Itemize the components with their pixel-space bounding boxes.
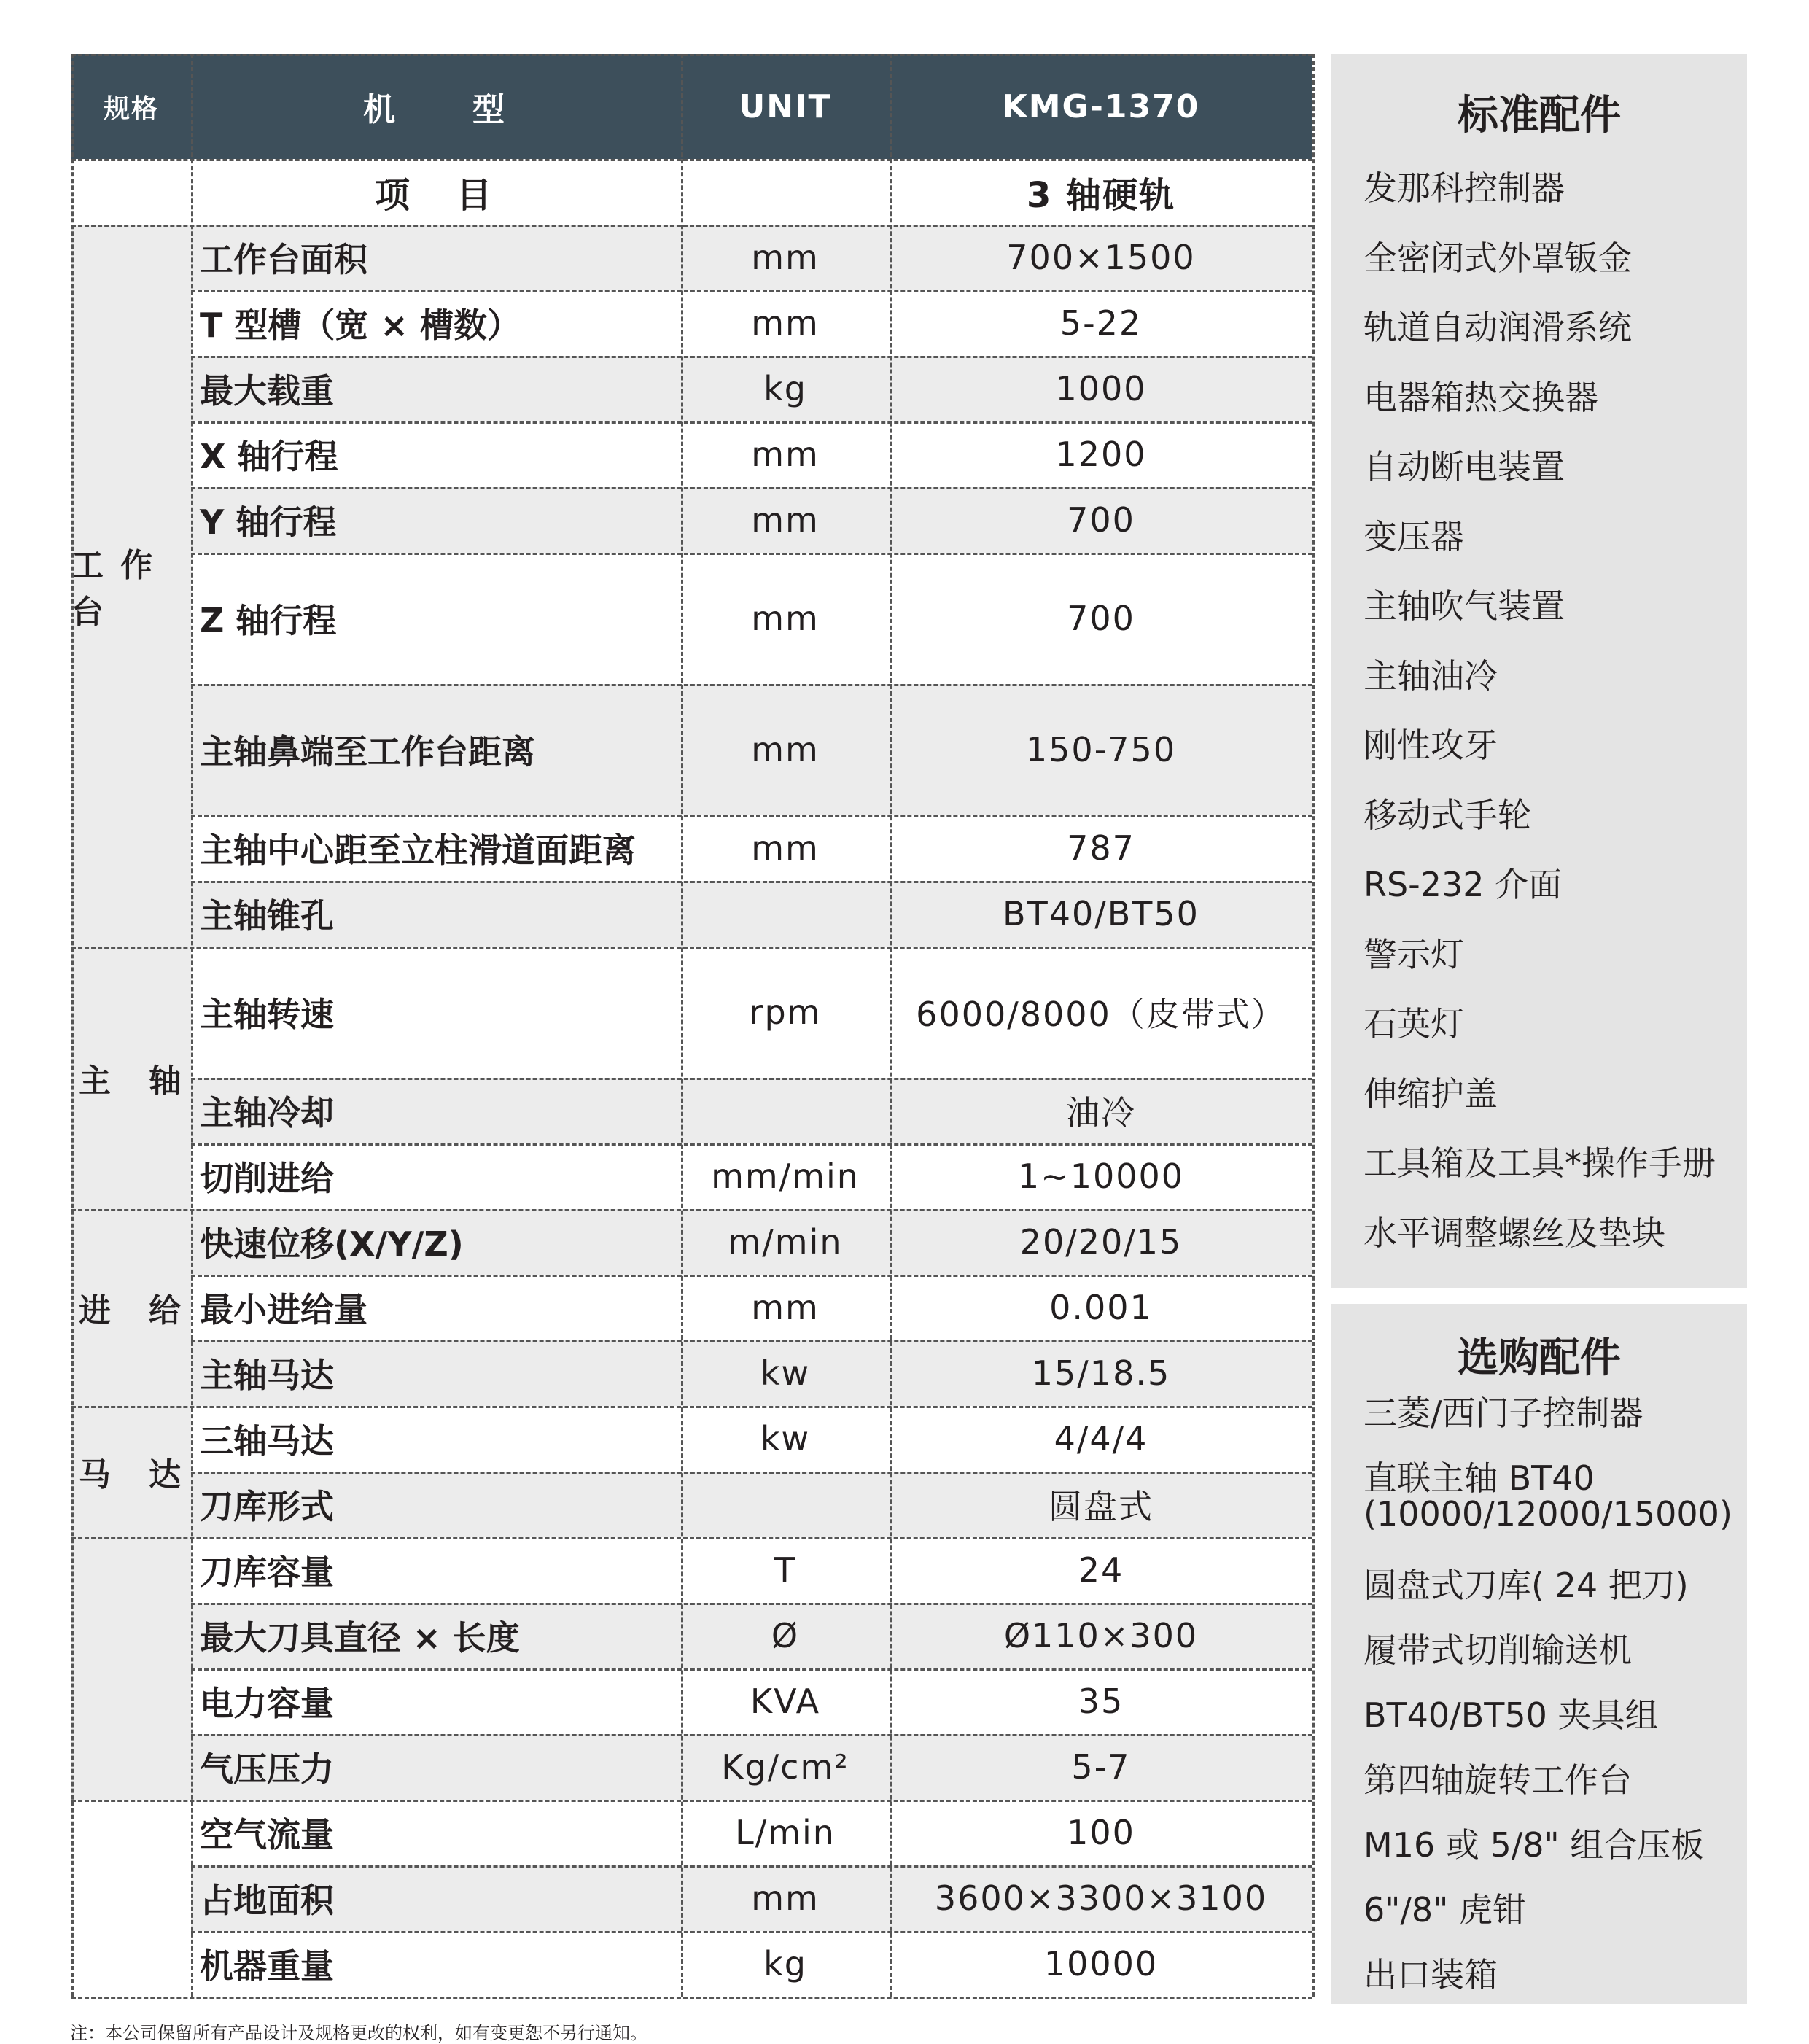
table-divider	[71, 159, 1312, 161]
spec-row-item: 电力容量	[200, 1684, 334, 1723]
standard-accessories-panel	[1331, 54, 1747, 1288]
spec-row-unit	[681, 1078, 890, 1143]
table-divider	[191, 290, 1312, 292]
table-divider	[71, 1209, 1312, 1211]
header-col1: 规格	[71, 54, 191, 159]
table-divider	[191, 356, 1312, 358]
table-divider	[71, 54, 1312, 56]
spec-row-item: X 轴行程	[200, 437, 338, 476]
spec-row-unit: mm	[751, 828, 820, 868]
standard-accessory-item: 轨道自动润滑系统	[1363, 308, 1632, 347]
spec-row-unit: Ø	[681, 1603, 890, 1668]
spec-row-value: 15/18.5	[890, 1340, 1312, 1406]
optional-accessory-item: 履带式切削输送机	[1363, 1631, 1632, 1670]
spec-row-value: 100	[1067, 1813, 1135, 1852]
optional-accessory-item: BT40/BT50 夹具组	[1363, 1695, 1659, 1735]
optional-accessory-item: M16 或 5/8" 组合压板	[1363, 1825, 1705, 1865]
spec-row-value: 10000	[1043, 1944, 1159, 1983]
optional-accessory-item: 圆盘式刀库( 24 把刀)	[1363, 1566, 1689, 1605]
spec-row-item: 机器重量	[200, 1946, 334, 1986]
standard-accessory-item: 电器箱热交换器	[1363, 377, 1598, 417]
spec-row-value: 700×1500	[890, 225, 1312, 290]
spec-row-item: 刀库容量	[200, 1553, 334, 1592]
spec-row-item: 主轴转速	[200, 995, 334, 1034]
table-divider	[191, 684, 1312, 686]
spec-row-unit: mm	[681, 684, 890, 815]
standard-accessory-item: RS-232 介面	[1363, 865, 1563, 904]
spec-row-item: 最小进给量	[200, 1290, 367, 1329]
group-label: 马 达	[71, 1406, 191, 1537]
table-divider	[191, 1865, 1312, 1868]
header-col3: UNIT	[681, 54, 890, 159]
optional-accessory-item: 直联主轴 BT40	[1363, 1458, 1595, 1498]
table-divider	[191, 1078, 1312, 1080]
spec-row-item: 刀库形式	[191, 1472, 681, 1537]
spec-row-value: 150-750	[890, 684, 1312, 815]
spec-row-item: Z 轴行程	[200, 601, 337, 640]
group-label: 进 给	[71, 1209, 191, 1406]
spec-row-value: 24	[1078, 1550, 1124, 1590]
table-divider	[71, 1537, 1312, 1539]
spec-row-item: 占地面积	[191, 1865, 681, 1931]
spec-row-unit: mm	[751, 303, 820, 343]
spec-row-unit: L/min	[735, 1813, 836, 1852]
spec-row-unit	[681, 1472, 890, 1537]
spec-row-value: 5-22	[1059, 303, 1143, 343]
standard-accessory-item: 变压器	[1363, 516, 1464, 556]
table-divider	[191, 553, 1312, 555]
optional-accessory-item: 出口装箱	[1363, 1955, 1498, 1994]
table-divider	[191, 1668, 1312, 1671]
spec-row-item: 空气流量	[200, 1815, 334, 1854]
optional-accessory-item: (10000/12000/15000)	[1363, 1494, 1732, 1534]
table-divider	[191, 1734, 1312, 1736]
standard-accessory-item: 发那科控制器	[1363, 168, 1565, 208]
table-divider	[191, 1931, 1312, 1933]
spec-row-item: 切削进给	[200, 1159, 334, 1198]
spec-row-value: 700	[1067, 599, 1135, 638]
standard-accessory-item: 石英灯	[1363, 1004, 1464, 1044]
table-divider	[191, 1603, 1312, 1605]
spec-row-value: 1~10000	[1017, 1157, 1185, 1196]
spec-row-value: 油冷	[890, 1078, 1312, 1143]
spec-row-unit: kw	[760, 1419, 811, 1458]
table-divider	[71, 1800, 1312, 1802]
standard-accessory-item: 自动断电装置	[1363, 447, 1565, 486]
table-divider	[191, 54, 193, 1997]
spec-row-item: 气压压力	[191, 1734, 681, 1800]
spec-row-item: T 型槽（宽 × 槽数）	[200, 306, 521, 345]
spec-row-item: Y 轴行程	[191, 487, 681, 553]
subheader-item: 项 目	[374, 174, 497, 216]
standard-accessory-item: 全密闭式外罩钣金	[1363, 238, 1632, 278]
spec-row-value: 787	[1067, 828, 1135, 868]
table-divider	[191, 421, 1312, 424]
group-label	[71, 1537, 191, 1800]
spec-row-value: 0.001	[1049, 1288, 1153, 1327]
table-divider	[191, 881, 1312, 883]
spec-row-value: 5-7	[890, 1734, 1312, 1800]
spec-row-unit: Kg/cm²	[681, 1734, 890, 1800]
table-divider	[1312, 54, 1315, 1997]
spec-row-unit: m/min	[681, 1209, 890, 1275]
optional-accessory-item: 三菱/西门子控制器	[1363, 1394, 1643, 1433]
standard-accessory-item: 主轴油冷	[1363, 656, 1498, 696]
subheader-value: 3 轴硬轨	[1026, 174, 1176, 216]
spec-row-item: 主轴锥孔	[191, 881, 681, 947]
footnote: 注：本公司保留所有产品设计及规格更改的权利，如有变更恕不另行通知。	[70, 2023, 647, 2043]
spec-row-unit: T	[774, 1550, 797, 1590]
spec-row-unit: mm	[751, 1288, 820, 1327]
table-divider	[890, 54, 892, 1997]
table-divider	[191, 1340, 1312, 1342]
optional-accessories-title: 选购配件	[1458, 1334, 1621, 1382]
spec-row-value: 1200	[1055, 435, 1147, 474]
standard-accessory-item: 警示灯	[1363, 934, 1464, 974]
table-divider	[191, 487, 1312, 489]
table-divider	[191, 815, 1312, 817]
spec-row-unit: kw	[681, 1340, 890, 1406]
standard-accessory-item: 伸缩护盖	[1363, 1073, 1498, 1114]
table-divider	[191, 1143, 1312, 1146]
group-label: 工 作 台	[71, 225, 191, 947]
spec-row-unit: KVA	[750, 1682, 821, 1721]
optional-accessories-panel	[1331, 1304, 1747, 2004]
standard-accessory-item: 水平调整螺丝及垫块	[1363, 1213, 1665, 1253]
table-divider	[71, 1997, 1312, 1999]
standard-accessories-title: 标准配件	[1458, 92, 1621, 139]
spec-row-value: Ø110×300	[890, 1603, 1312, 1668]
spec-row-unit: kg	[681, 356, 890, 421]
table-divider	[191, 1275, 1312, 1277]
standard-accessory-item: 移动式手轮	[1363, 795, 1531, 835]
spec-row-item: 工作台面积	[191, 225, 681, 290]
group-label: 主 轴	[71, 947, 191, 1209]
spec-row-item: 主轴马达	[191, 1340, 681, 1406]
spec-row-unit: mm	[751, 435, 820, 474]
spec-row-value: 20/20/15	[890, 1209, 1312, 1275]
spec-row-item: 主轴中心距至立柱滑道面距离	[200, 831, 636, 870]
optional-accessory-item: 6"/8" 虎钳	[1363, 1890, 1526, 1930]
spec-row-unit	[681, 881, 890, 947]
spec-row-unit: mm	[681, 225, 890, 290]
table-divider	[71, 54, 74, 1997]
spec-row-value: 6000/8000（皮带式）	[916, 995, 1286, 1034]
spec-row-unit: mm	[751, 599, 820, 638]
spec-row-unit: kg	[763, 1944, 807, 1983]
spec-row-value: 3600×3300×3100	[890, 1865, 1312, 1931]
spec-row-item: 三轴马达	[200, 1421, 334, 1461]
spec-row-unit: mm	[681, 1865, 890, 1931]
standard-accessory-item: 工具箱及工具*操作手册	[1363, 1143, 1716, 1183]
table-divider	[71, 225, 1312, 227]
header-col4: KMG-1370	[890, 54, 1312, 159]
standard-accessory-item: 刚性攻牙	[1363, 726, 1498, 765]
header-col2: 机 型	[191, 54, 681, 159]
spec-row-unit: mm/min	[711, 1157, 860, 1196]
table-divider	[71, 1406, 1312, 1408]
spec-row-value: 700	[890, 487, 1312, 553]
spec-row-item: 最大刀具直径 × 长度	[191, 1603, 681, 1668]
standard-accessory-item: 主轴吹气装置	[1363, 586, 1565, 626]
spec-row-item: 最大载重	[191, 356, 681, 421]
table-divider	[681, 54, 683, 1997]
spec-row-item: 主轴鼻端至工作台距离	[191, 684, 681, 815]
spec-row-value: 4/4/4	[1054, 1419, 1148, 1458]
spec-row-value: 1000	[890, 356, 1312, 421]
optional-accessory-item: 第四轴旋转工作台	[1363, 1760, 1632, 1800]
spec-row-item: 快速位移(X/Y/Z)	[191, 1209, 681, 1275]
table-divider	[71, 947, 1312, 949]
spec-table	[71, 54, 1312, 2007]
spec-row-item: 主轴冷却	[191, 1078, 681, 1143]
spec-row-value: BT40/BT50	[890, 881, 1312, 947]
spec-row-value: 35	[1078, 1682, 1124, 1721]
table-divider	[191, 1472, 1312, 1474]
spec-row-unit: rpm	[749, 992, 822, 1032]
spec-row-value: 圆盘式	[890, 1472, 1312, 1537]
spec-row-unit: mm	[681, 487, 890, 553]
